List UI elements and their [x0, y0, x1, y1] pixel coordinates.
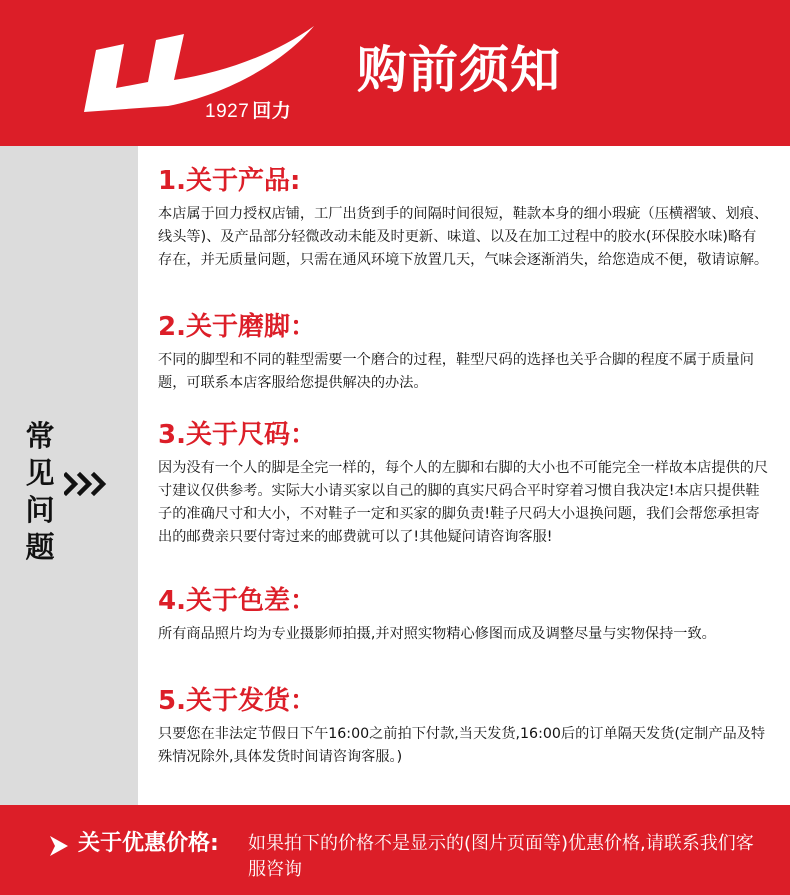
section-body: 所有商品照片均为专业摄影师拍摄,并对照实物精心修图而成及调整尽量与实物保持一致。 — [158, 626, 716, 642]
logo-year: 1927 — [205, 101, 250, 122]
page-title: 购前须知 — [357, 41, 561, 99]
footer-banner — [0, 805, 790, 895]
section-title: 3.关于尺码： — [158, 420, 316, 450]
section-shipping — [158, 684, 770, 769]
section-color — [158, 584, 770, 646]
sidebar-label: 常见问题 — [25, 419, 55, 564]
sidebar-panel — [0, 146, 138, 805]
section-body: 本店属于回力授权店铺，工厂出货到手的间隔时间很短，鞋款本身的细小瑕疵（压横褶皱、划痕、线头等)、及产品部分轻微改动未能及时更新、味道、以及在加工过程中的胶水(环保胶水味)略有存在，并无质量问题，只需在通风环境下放置几天，气味会逐渐消失，给您造成不便，敬请谅解。 — [158, 206, 769, 268]
logo-brand: 回力 — [252, 101, 292, 122]
section-title: 1.关于产品: — [158, 166, 301, 196]
section-size — [158, 418, 770, 549]
footer-text: 如果拍下的价格不是显示的(图片页面等)优惠价格,请联系我们客服咨询 — [248, 833, 754, 880]
logo-text — [205, 96, 291, 123]
section-title: 5.关于发货： — [158, 686, 316, 716]
triple-chevron-right-icon — [64, 471, 108, 497]
section-body: 不同的脚型和不同的鞋型需要一个磨合的过程，鞋型尺码的选择也关乎合脚的程度不属于质量问题，可联系本店客服给您提供解决的办法。 — [158, 352, 754, 391]
section-title: 2.关于磨脚： — [158, 312, 316, 342]
footer-label: 关于优惠价格: — [78, 831, 219, 856]
header-banner — [0, 0, 790, 146]
section-body: 只要您在非法定节假日下午16:00之前拍下付款,当天发货,16:00后的订单隔天发货(定制产品及特殊情况除外,具体发货时间请咨询客服。) — [158, 726, 766, 765]
section-product — [158, 164, 770, 272]
section-fit — [158, 310, 770, 395]
section-body: 因为没有一个人的脚是全完一样的，每个人的左脚和右脚的大小也不可能完全一样故本店提供的尺寸建议仅供参考。实际大小请买家以自己的脚的真实尺码合平时穿着习惯自我决定!本店只提供鞋子的准确尺寸和大小，不对鞋子一定和买家的脚负责!鞋子尺码大小退换问题，我们会帮您承担寄出的邮费亲只要付寄过来的邮费就可以了!其他疑问请咨询客服! — [158, 460, 769, 545]
play-arrow-icon — [48, 834, 70, 858]
section-title: 4.关于色差： — [158, 586, 316, 616]
